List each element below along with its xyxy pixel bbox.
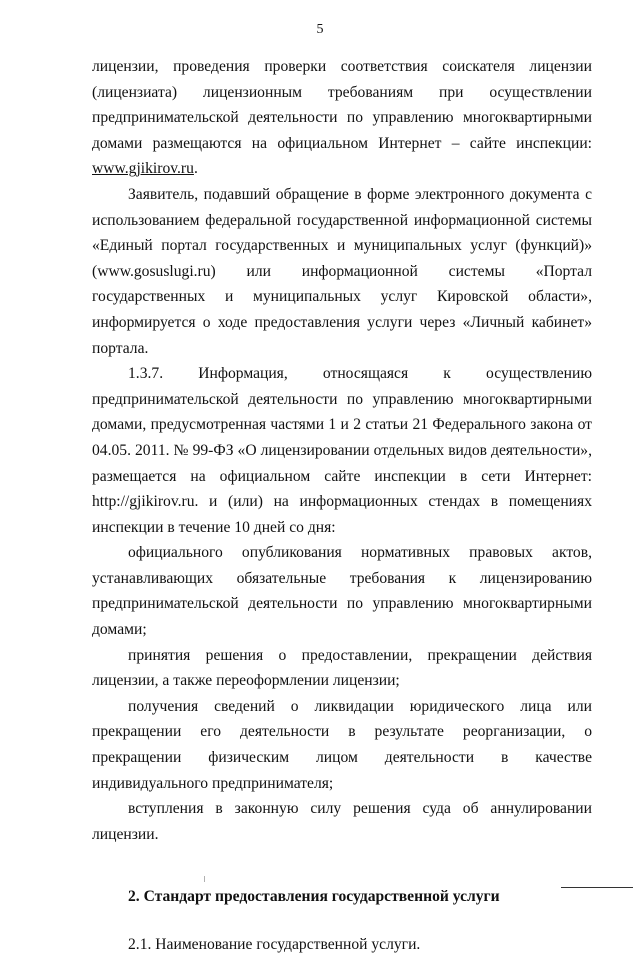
list-item: вступления в законную силу решения суда об аннулировании лицензии. — [92, 800, 592, 843]
paragraph-applicant-info: Заявитель, подавший обращение в форме электронного документа с использованием федеральной государственной информационной системы «Единый портал государственных и муниципальных услуг (функций)» (www.gosuslugi.ru) или информационной системы «Портал государственных и муниципальных услуг Кировской области», информируется о ходе предоставления услуги через «Личный кабинет» портала. — [92, 185, 592, 357]
subsection-title: 2.1. Наименование государственной услуги. — [128, 936, 421, 953]
inspection-website-link[interactable]: www.gjikirov.ru — [92, 160, 194, 178]
section-heading: 2. Стандарт предоставления государственной услуги — [128, 888, 500, 906]
list-item: официального опубликования нормативных правовых актов, устанавливающих обязательные требования к лицензированию предпринимательской деятельности по управлению многоквартирными домами; — [92, 544, 592, 639]
list-item: получения сведений о ликвидации юридического лица или прекращении его деятельности в результате реорганизации, о прекращении физическим лицом деятельности в качестве индивидуального предпринимателя; — [92, 697, 592, 792]
page-number: 5 — [316, 22, 324, 37]
list-item: принятия решения о предоставлении, прекращении действия лицензии, а также переоформлении лицензии; — [92, 646, 592, 690]
scan-mark — [204, 876, 205, 882]
paragraph-license-info-end: . — [193, 160, 198, 178]
document-body — [92, 54, 592, 958]
paragraph-license-info-text: лицензии, проведения проверки соответствия соискателя лицензии (лицензиата) лицензионным требованиям при осуществлении предпринимательской деятельности по управлению многоквартирными домами размещаются на официальном Интернет – сайте инспекции: — [92, 58, 592, 152]
footer-rule — [561, 887, 633, 888]
publication-conditions-list — [92, 540, 592, 847]
paragraph-license-info — [92, 54, 592, 182]
paragraph-1-3-7: 1.3.7. Информация, относящаяся к осуществлению предпринимательской деятельности по управлению многоквартирными домами, предусмотренная частями 1 и 2 статьи 21 Федерального закона от 04.05. 2011. № 99-ФЗ «О лицензировании отдельных видов деятельности», размещается на официальном сайте инспекции в сети Интернет: http://gjikirov.ru. и (или) на информационных стендах в помещениях инспекции в течение 10 дней со дня: — [92, 365, 592, 536]
